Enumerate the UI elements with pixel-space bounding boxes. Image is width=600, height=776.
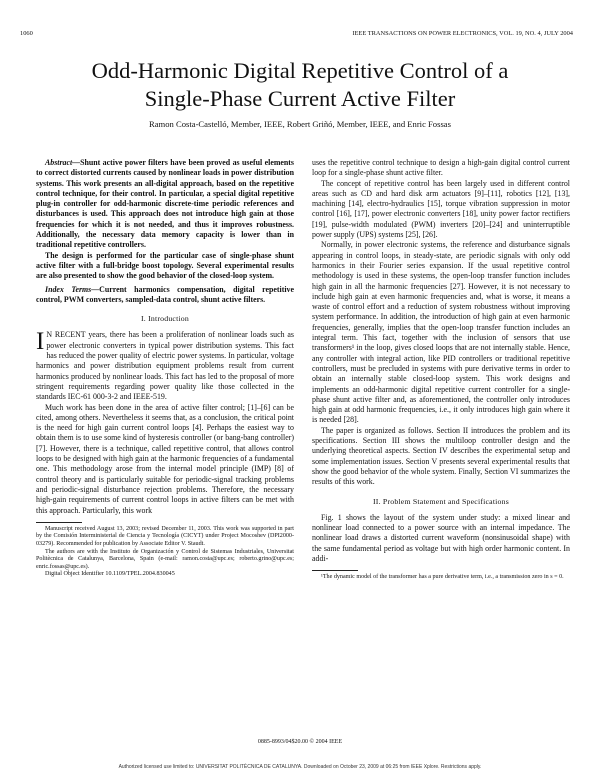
paper-title-line-1: Odd-Harmonic Digital Repetitive Control of a [91, 58, 509, 83]
copyright-line: 0885-8993/04$20.00 © 2004 IEEE [257, 739, 343, 745]
footnote-rule [36, 522, 82, 523]
abstract-paragraph-2: The design is performed for the particular case of single-phase shunt active filter with a full-bridge boost topology. Several experimental results are also presented to show the good behavior of the closed-loop system. [36, 250, 294, 281]
page-number: 1060 [20, 30, 33, 37]
intro-text-1: RECENT years, there has been a proliferation of nonlinear loads such as power electronic converters in typical power distribution systems. This fact has reduced the power quality of electric power systems. In particular, voltage harmonics and power distribution equipment problems result from current harmonics produced by nonlinear loads. This fact has led to the proposal of more stringent requirements regarding power quality like those collected in the standards IEC-61 000-3-2 and IEEE-519. [36, 330, 294, 402]
right-paragraph-4: Fig. 1 shows the layout of the system under study: a mixed linear and nonlinear load connected to a power source with an internal impedance. The nonlinear load draws a distorted current waveform (nonsinusoidal shape) with the same fundamental period as voltage but with high order harmonic content. In addi- [312, 512, 570, 563]
right-column [312, 158, 570, 582]
index-terms-label: Index Terms— [45, 284, 100, 294]
manuscript-footnote: Manuscript received August 13, 2003; revised December 11, 2003. This work was supported in part by the Comisión Interministerial de Ciencia y Tecnología (CICYT) under Project Mocoshev (DPI2000-03279). Recommended for publication by Associate Editor V. Staudt. [36, 525, 294, 547]
right-paragraph-0: uses the repetitive control technique to design a high-gain digital control current loop for a single-phase shunt active filter. [312, 158, 570, 178]
right-paragraph-2: Normally, in power electronic systems, the reference and disturbance signals appearing in control loops, in steady-state, are periodic signals with only odd harmonics in their Fourier series expansion. If the usual repetitive control methodology is used in these systems, the open-loop transfer function includes high gain in all the harmonic frequencies [27]. However, it is not necessary to include high gain at even harmonic frequencies and, what is worse, it means a waste of control effort and a reduction of system robustness without improving system performance. In addition, the introduction of high gain at even harmonic frequencies, generally, implies that the open-loop transfer function includes an integral term. This fact, together with the inclusion of sensors that use transformers¹ in the loop, gives closed loops that are not internally stable. Hence, any controller with integral action, like PID controllers or traditional repetitive controllers, must be precluded in systems with pure derivative terms in order to obtain an internally stable closed-loop system. This work designs and implements an odd-harmonic digital repetitive current controller for a single-phase shunt active filter and, as aforementioned, the controller only introduces high gain at odd harmonic frequencies, i.e., it only introduces high gain where it is needed [28]. [312, 240, 570, 425]
paper-title-line-2: Single-Phase Current Active Filter [144, 86, 456, 111]
author-list: Ramon Costa-Castelló, Member, IEEE, Robert Griñó, Member, IEEE, and Enric Fossas [149, 119, 451, 129]
right-paragraph-1: The concept of repetitive control has been largely used in different control areas such as CD and hard disk arm actuators [9]–[11], robotics [12], [13], machining [14], electro-hydraulics [15], torque vibration suppression in motor control [16], [17], power electronic converters [18], unity power factor rectifiers [19], pulse-width modulated (PWM) inverters [20]–[24] and uninterruptible power supply (UPS) systems [25], [26]. [312, 178, 570, 240]
abstract-text: Shunt active power filters have been proved as useful elements to correct distorted currents caused by nonlinear loads in power distribution systems. This work presents an all-digital approach, based on the repetitive control technique, for their control. In particular, a special digital repetitive plug-in controller for odd-harmonic discrete-time periodic references and disturbances is used. This approach does not introduce high gain at those frequencies for which it is not needed, and thus it improves robustness. Additionally, the necessary data memory capacity is lower than in traditional repetitive controllers. [36, 158, 294, 250]
journal-header: IEEE TRANSACTIONS ON POWER ELECTRONICS, VOL. 19, NO. 4, JULY 2004 [352, 30, 573, 37]
abstract [36, 158, 294, 251]
abstract-label: Abstract— [45, 158, 81, 167]
left-column [36, 158, 294, 579]
intro-paragraph-2: Much work has been done in the area of active filter control; [1]–[6] can be cited, among others. Nevertheless it seems that, as a conclusion, the critical point is the need for high gain current control loops [4]. Perhaps the easiest way to obtain them is to use some kind of hysteresis controller (or bang-bang controller) [7]. However, there is a technique, called repetitive control, that allows control loops to be designed with high gain at the harmonic frequencies of a fundamental one. This methodology arose from the internal model principle (IMP) [8] of control theory and is particularly suitable for periodic-signal tracking problems and periodic-signal disturbance rejection problems. Therefore, the necessary high-gain requirements of current control loops in active filters can be met with this approach. Particularly, this work [36, 402, 294, 515]
drop-cap: I [36, 328, 45, 356]
doi-footnote: Digital Object Identifier 10.1109/TPEL.2004.830045 [45, 571, 175, 578]
section-heading-problem: II. Problem Statement and Specifications [373, 496, 509, 506]
index-terms [36, 285, 294, 306]
intro-lead: N [46, 330, 53, 340]
affiliation-footnote: The authors are with the Instituto de Organización y Control de Sistemas Industriales, Universitat Politècnica de Catalunya, Barcelona, Spain (e-mail: ramon.costa@upc.es; roberto.grino@upc.es; enric.fossas@upc.es). [36, 548, 294, 570]
section-heading-intro: I. Introduction [140, 314, 190, 324]
index-terms-text: Current harmonics compensation, digital repetitive control, PWM converters, sampled-data control, shunt active filters. [36, 284, 294, 304]
footnote-rule-right [312, 570, 358, 571]
download-notice: Authorized licensed use limited to: UNIVERSITAT POLITÈCNICA DE CATALUNYA. Downloaded on October 23, 2009 at 06:25 from IEEE Xplore. Restrictions apply. [118, 764, 482, 770]
transformer-footnote: ¹The dynamic model of the transformer has a pure derivative term, i.e., a transmission zero in s = 0. [321, 574, 564, 581]
intro-paragraph-1 [36, 330, 294, 402]
right-paragraph-3: The paper is organized as follows. Section II introduces the problem and its specifications. Section III shows the multiloop controller design and the underlying theoretical aspects. Section IV describes the experimental setup and some implementation issues. Section V presents several experimental results that show the good behavior of the whole system. Finally, Section VI summarizes the results of this work. [312, 425, 570, 487]
